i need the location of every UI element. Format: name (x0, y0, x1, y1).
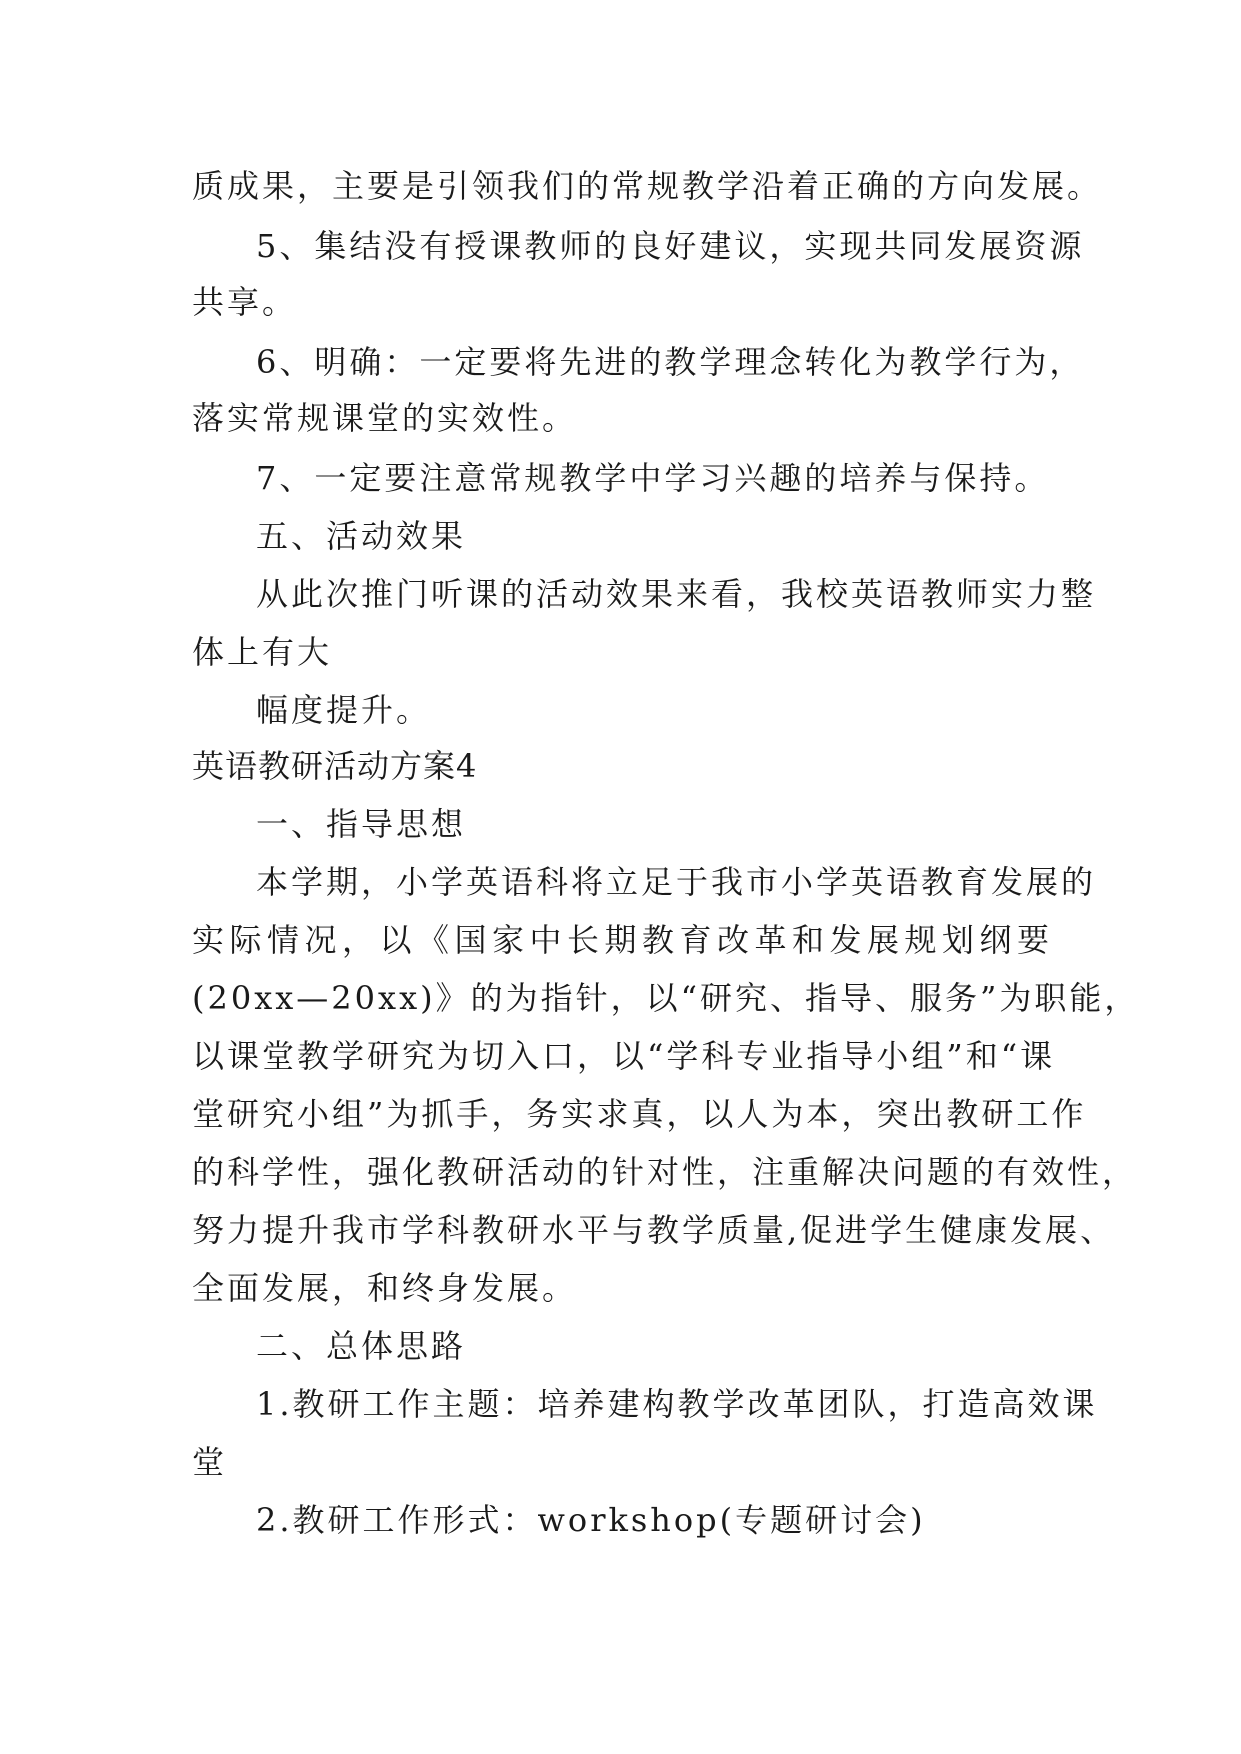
paragraph-line: 从此次推门听课的活动效果来看，我校英语教师实力整 (256, 575, 1097, 613)
paragraph-line: 全面发展，和终身发展。 (192, 1269, 578, 1307)
paragraph-line: 2.教研工作形式：workshop(专题研讨会) (256, 1501, 926, 1539)
paragraph-line: 实际情况，以《国家中长期教育改革和发展规划纲要 (192, 921, 1052, 959)
paragraph-line: 努力提升我市学科教研水平与教学质量,促进学生健康发展、 (192, 1211, 1116, 1249)
paragraph-line: 的科学性，强化教研活动的针对性，注重解决问题的有效性， (192, 1153, 1138, 1191)
paragraph-line: 落实常规课堂的实效性。 (192, 399, 578, 437)
paragraph-line: 共享。 (192, 283, 298, 321)
paragraph-line: 堂研究小组”为抓手，务实求真，以人为本，突出教研工作 (192, 1095, 1087, 1133)
paragraph-line: (20xx—20xx)》的为指针，以“研究、指导、服务”为职能， (192, 979, 1140, 1017)
paragraph-line: 以课堂教学研究为切入口，以“学科专业指导小组”和“课 (192, 1037, 1056, 1075)
paragraph-line: 1.教研工作主题：培养建构教学改革团队，打造高效课 (256, 1385, 1098, 1423)
list-item-5: 5、集结没有授课教师的良好建议，实现共同发展资源 (256, 227, 1085, 265)
list-item-6: 6、明确：一定要将先进的教学理念转化为教学行为， (256, 343, 1085, 381)
paragraph-line: 幅度提升。 (256, 691, 432, 729)
paragraph-line: 本学期，小学英语科将立足于我市小学英语教育发展的 (256, 863, 1097, 901)
paragraph-line: 体上有大 (192, 633, 333, 671)
section-heading: 五、活动效果 (256, 517, 467, 555)
section-heading: 一、指导思想 (256, 805, 467, 843)
paragraph-line: 堂 (192, 1443, 228, 1481)
section-heading: 二、总体思路 (256, 1327, 467, 1365)
paragraph-line: 质成果，主要是引领我们的常规教学沿着正确的方向发展。 (192, 167, 1103, 205)
list-item-7: 7、一定要注意常规教学中学习兴趣的培养与保持。 (256, 459, 1050, 497)
document-title: 英语教研活动方案4 (192, 747, 478, 785)
